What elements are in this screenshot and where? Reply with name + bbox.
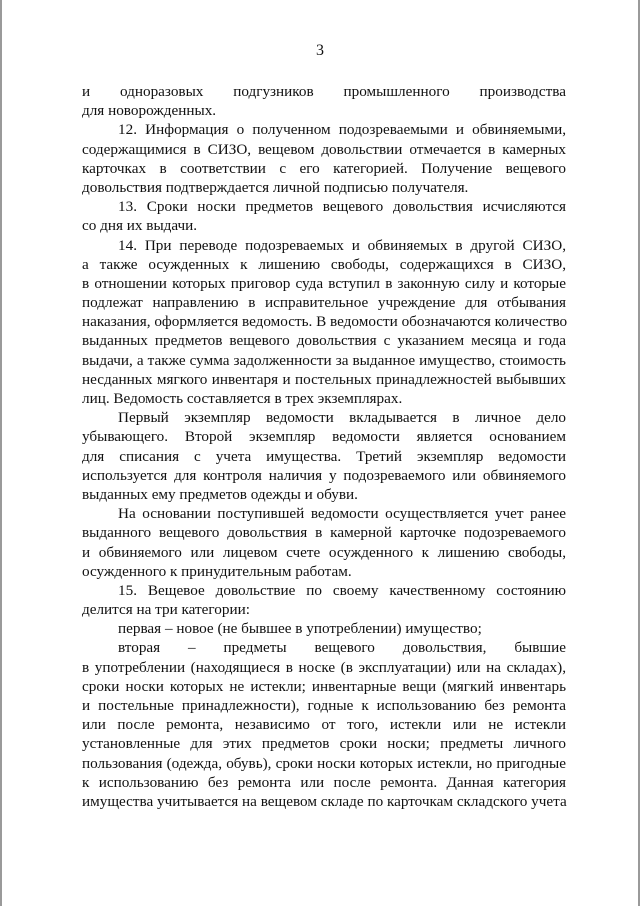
text-line: или после ремонта, независимо от того, истекли или не истекли	[82, 716, 566, 734]
text-line: На основании поступившей ведомости осуществляется учет ранее	[118, 505, 566, 523]
text-line: пользования (одежда, обувь), сроки носки которых истекли, но пригодные	[82, 754, 566, 772]
text-line: имущества учитывается на вещевом складе по карточкам складского учета	[82, 792, 567, 810]
text-line: установленные для этих предметов сроки носки; предметы личного	[82, 735, 566, 753]
page-number: 3	[316, 42, 324, 59]
text-line: выданных предметов вещевого довольствия с указанием месяца и года	[82, 332, 566, 350]
text-line: выданных ему предметов одежды и обуви.	[82, 485, 358, 503]
text-line: для новорожденных.	[82, 102, 217, 120]
text-line: к использованию без ремонта или после ремонта. Данная категория	[82, 773, 566, 791]
text-line: вторая – предметы вещевого довольствия, бывшие	[118, 639, 566, 657]
text-line: и одноразовых подгузников промышленного производства	[82, 83, 566, 100]
text-line: выдачи, а также сумма задолженности за выданное имущество, стоимость	[82, 351, 566, 369]
text-line: а также осужденных к лишению свободы, содержащихся в СИЗО,	[82, 255, 566, 273]
text-line: содержащимися в СИЗО, вещевом довольствии отмечается в камерных	[82, 140, 566, 158]
text-line: подлежат направлению в исправительное учреждение для отбывания	[82, 294, 566, 312]
text-line: выданного вещевого довольствия в камерной карточке подозреваемого	[82, 524, 566, 542]
text-line: довольствия подтверждается личной подписью получателя.	[82, 178, 469, 196]
text-line: со дня их выдачи.	[82, 217, 198, 235]
text-line: наказания, оформляется ведомость. В ведомости обозначаются количество	[82, 313, 568, 331]
text-line: Первый экземпляр ведомости вкладывается в личное дело	[118, 409, 566, 427]
text-line: 12. Информация о полученном подозреваемыми и обвиняемыми,	[118, 121, 566, 139]
text-line: и обвиняемого или лицевом счете осужденного к лишению свободы,	[82, 543, 566, 561]
text-line: в отношении которых приговор суда вступил в законную силу и которые	[82, 274, 566, 292]
document-body	[82, 82, 566, 811]
text-line: первая – новое (не бывшее в употреблении) имущество;	[118, 620, 482, 638]
text-line: 14. При переводе подозреваемых и обвиняемых в другой СИЗО,	[118, 236, 566, 254]
text-line: карточках в соответствии с его категорией. Получение вещевого	[82, 159, 566, 177]
text-line: осужденного к принудительным работам.	[82, 562, 352, 580]
text-line: сроки носки которых не истекли; инвентарные вещи (мягкий инвентарь	[82, 677, 566, 695]
text-line: используется для контроля наличия у подозреваемого или обвиняемого	[82, 466, 566, 484]
text-line: 13. Сроки носки предметов вещевого довольствия исчисляются	[118, 198, 566, 216]
text-line: убывающего. Второй экземпляр ведомости является основанием	[82, 428, 566, 446]
text-line: в употреблении (находящиеся в носке (в эксплуатации) или на складах),	[82, 658, 566, 676]
text-line: 15. Вещевое довольствие по своему качественному состоянию	[118, 581, 566, 599]
text-line: лиц. Ведомость составляется в трех экземплярах.	[82, 390, 403, 407]
text-line: несданных мягкого инвентаря и постельных принадлежностей выбывших	[82, 370, 566, 388]
text-line: для списания с учета имущества. Третий экземпляр ведомости	[82, 447, 566, 465]
text-line: делится на три категории:	[82, 601, 250, 619]
text-line: и постельные принадлежности), годные к использованию без ремонта	[82, 697, 566, 714]
